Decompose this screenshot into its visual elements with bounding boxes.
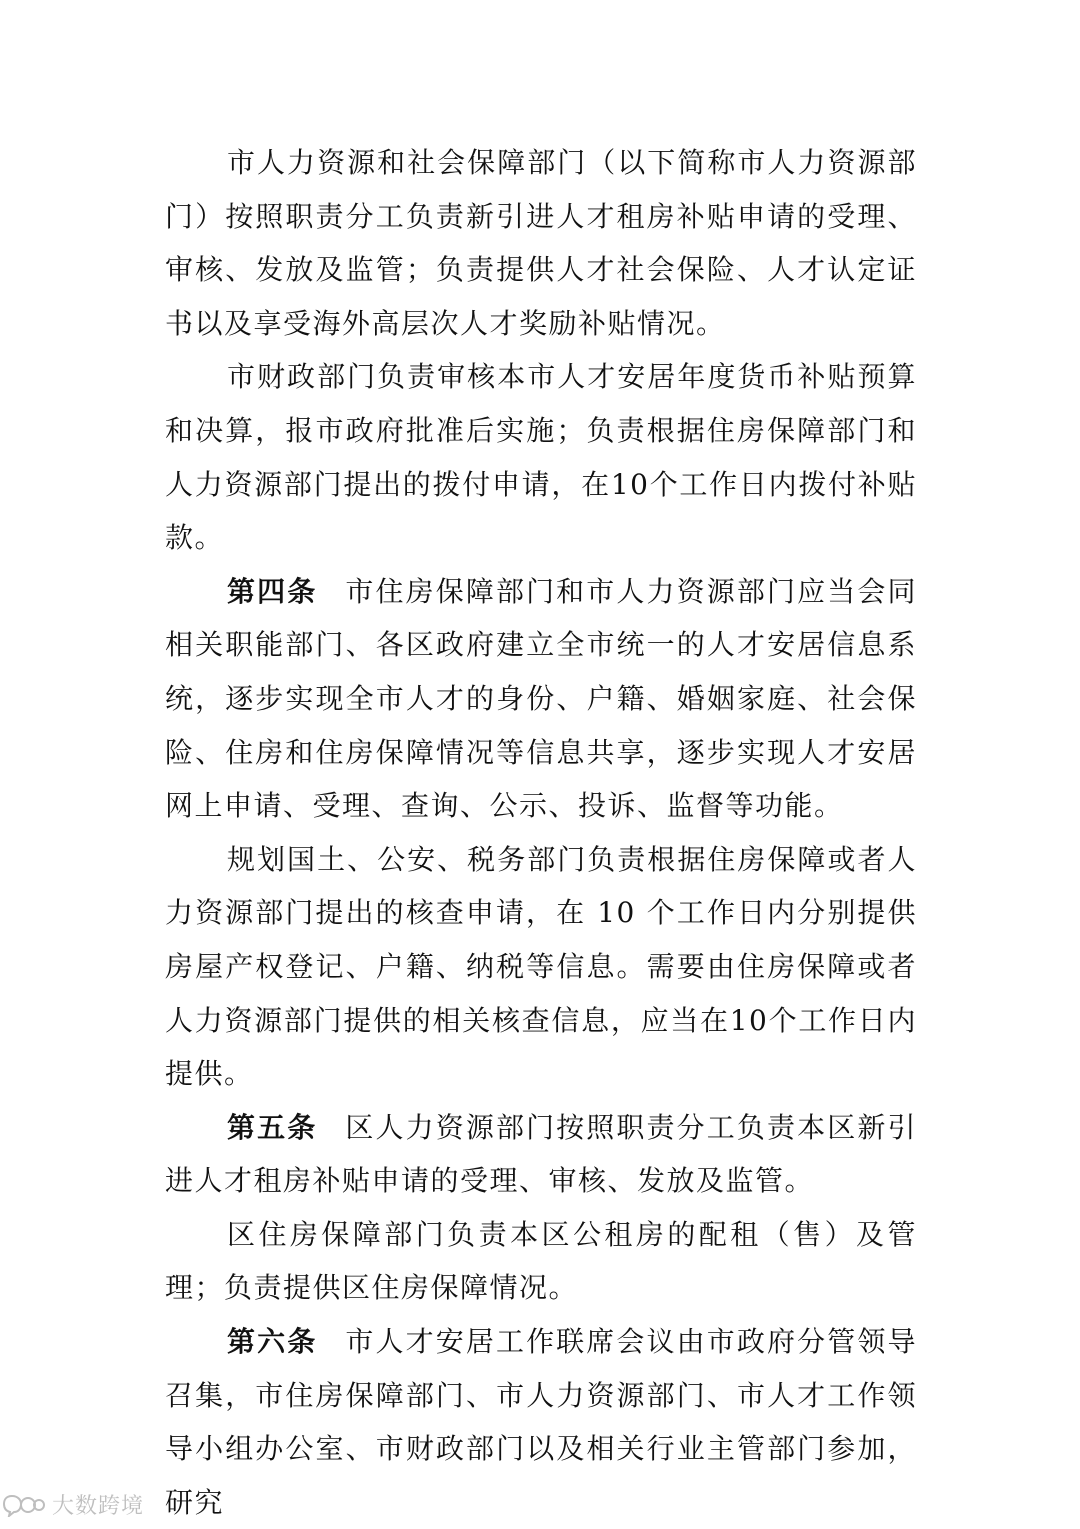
paragraph-article-6 bbox=[165, 1315, 917, 1529]
article-title: 第五条 bbox=[227, 1110, 318, 1144]
watermark-text: 大数跨境 bbox=[52, 1494, 145, 1519]
paragraph-text: 市住房保障部门和市人力资源部门应当会同相关职能部门、各区政府建立全市统一的人才安居信息系统，逐步实现全市人才的身份、户籍、婚姻家庭、社会保险、住房和住房保障情况等信息共享，逐步实现人才安居网上申请、受理、查询、公示、投诉、监督等功能。 bbox=[165, 574, 917, 823]
paragraph-district-housing bbox=[165, 1208, 917, 1315]
paragraph-text: 市财政部门负责审核本市人才安居年度货币补贴预算和决算，报市政府批准后实施；负责根据住房保障部门和人力资源部门提出的拨付申请，在10个工作日内拨付补贴款。 bbox=[165, 360, 917, 555]
article-title: 第六条 bbox=[227, 1325, 318, 1359]
watermark bbox=[2, 1489, 144, 1520]
paragraph-text: 区住房保障部门负责本区公租房的配租（售）及管理；负责提供区住房保障情况。 bbox=[165, 1217, 917, 1305]
paragraph-article-4 bbox=[165, 565, 917, 833]
paragraph-text: 规划国土、公安、税务部门负责根据住房保障或者人力资源部门提出的核查申请，在 10 个工作日内分别提供房屋产权登记、户籍、纳税等信息。需要由住房保障或者人力资源部门提供的相关核查信息，应当在10个工作日内提供。 bbox=[165, 842, 917, 1091]
document-body bbox=[165, 136, 917, 1529]
paragraph-article-5 bbox=[165, 1101, 917, 1208]
paragraph-text: 市人力资源和社会保障部门（以下简称市人力资源部门）按照职责分工负责新引进人才租房补贴申请的受理、审核、发放及监管；负责提供人才社会保险、人才认定证书以及享受海外高层次人才奖励补贴情况。 bbox=[165, 146, 917, 340]
paragraph-finance-department bbox=[165, 350, 917, 564]
paragraph-planning-police-tax bbox=[165, 833, 917, 1101]
paragraph-hr-department bbox=[165, 136, 917, 350]
chat-bubble-logo-icon bbox=[2, 1493, 46, 1517]
paragraph-text: 市人才安居工作联席会议由市政府分管领导召集，市住房保障部门、市人力资源部门、市人才工作领导小组办公室、市财政部门以及相关行业主管部门参加，研究 bbox=[165, 1325, 917, 1519]
paragraph-text: 区人力资源部门按照职责分工负责本区新引进人才租房补贴申请的受理、审核、发放及监管。 bbox=[165, 1110, 917, 1198]
article-title: 第四条 bbox=[227, 574, 318, 608]
